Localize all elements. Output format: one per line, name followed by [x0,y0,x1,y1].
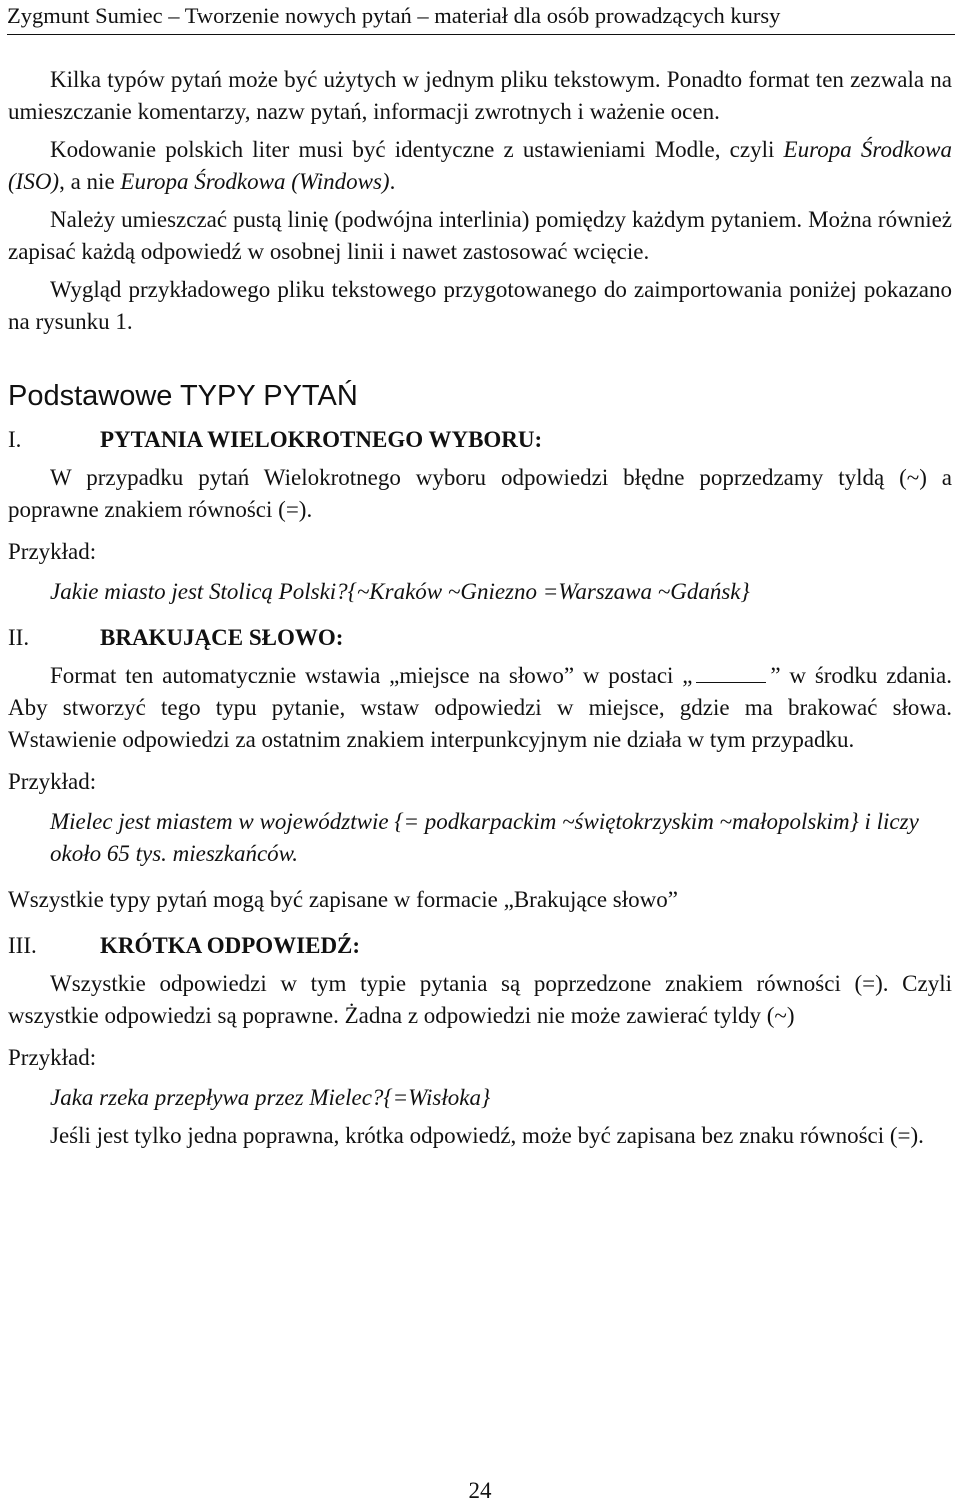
section-2-example: Mielec jest miastem w województwie {= podkarpackim ~świętokrzyskim ~małopolskim} i liczy około 65 tys. mieszkańców. [50,809,919,866]
text-run: . [389,169,396,194]
text-run: , a nie [59,169,121,194]
section-3-body: Wszystkie odpowiedzi w tym typie pytania są poprzedzone znakiem równości (=). Czyli wszystkie odpowiedzi są poprawne. Żadna z odpowiedzi nie może zawierać tyldy (~) [8,971,952,1028]
intro-paragraph-4: Wygląd przykładowego pliku tekstowego przygotowanego do zaimportowania poniżej pokazano na rysunku 1. [8,277,952,334]
section-3-after: Jeśli jest tylko jedna poprawna, krótka odpowiedź, może być zapisana bez znaku równości (=). [50,1123,924,1148]
example-label: Przykład: [8,769,97,794]
intro-paragraph-2 [8,134,952,198]
section-label: BRAKUJĄCE SŁOWO: [100,625,344,650]
section-1-example: Jakie miasto jest Stolicą Polski?{~Kraków ~Gniezno =Warszawa ~Gdańsk} [50,579,750,604]
text-run: Kodowanie polskich liter musi być identyczne z ustawieniami Modle, czyli [50,137,784,162]
text-run: Format ten automatycznie wstawia „miejsce na słowo” w postaci „ [50,663,693,688]
example-label: Przykład: [8,1045,97,1070]
section-heading: Podstawowe TYPY PYTAŃ [8,380,358,412]
section-label: KRÓTKA ODPOWIEDŹ: [100,933,361,958]
section-2-title [8,622,952,654]
section-2-note: Wszystkie typy pytań mogą być zapisane w formacie „Brakujące słowo” [8,887,678,912]
page-content [8,64,952,1152]
encoding-iso: Europa Środkowa (ISO) [8,137,953,194]
encoding-windows: Europa Środkowa (Windows) [120,169,390,194]
text-run: ” w środku zdania. Aby stworzyć tego typu pytanie, wstaw odpowiedzi w miejsce, gdzie ma brakować słowa. Wstawienie odpowiedzi za ostatnim znakiem interpunkcyjnym nie działa w tym przypadku. [8,663,952,752]
intro-paragraph-3: Należy umieszczać pustą linię (podwójna interlinia) pomiędzy każdym pytaniem. Można również zapisać każdą odpowiedź w osobnej linii i nawet zastosować wcięcie. [8,207,952,264]
section-number: II. [8,625,30,650]
section-3-example: Jaka rzeka przepływa przez Mielec?{=Wisłoka} [50,1085,491,1110]
example-label: Przykład: [8,539,97,564]
blank-line [696,662,766,683]
section-3-title [8,930,952,962]
section-2-body [8,660,952,756]
section-number: III. [8,933,37,958]
section-number: I. [8,427,22,452]
intro-paragraph-1: Kilka typów pytań może być użytych w jednym pliku tekstowym. Ponadto format ten zezwala na umieszczanie komentarzy, nazw pytań, informacji zwrotnych i ważenie ocen. [8,67,952,124]
section-label: PYTANIA WIELOKROTNEGO WYBORU: [100,427,543,452]
running-header: Zygmunt Sumiec – Tworzenie nowych pytań – materiał dla osób prowadzących kursy [7,2,955,35]
section-1-title [8,424,952,456]
page-number: 24 [468,1478,492,1503]
section-1-body: W przypadku pytań Wielokrotnego wyboru odpowiedzi błędne poprzedzamy tyldą (~) a poprawne znakiem równości (=). [8,465,952,522]
